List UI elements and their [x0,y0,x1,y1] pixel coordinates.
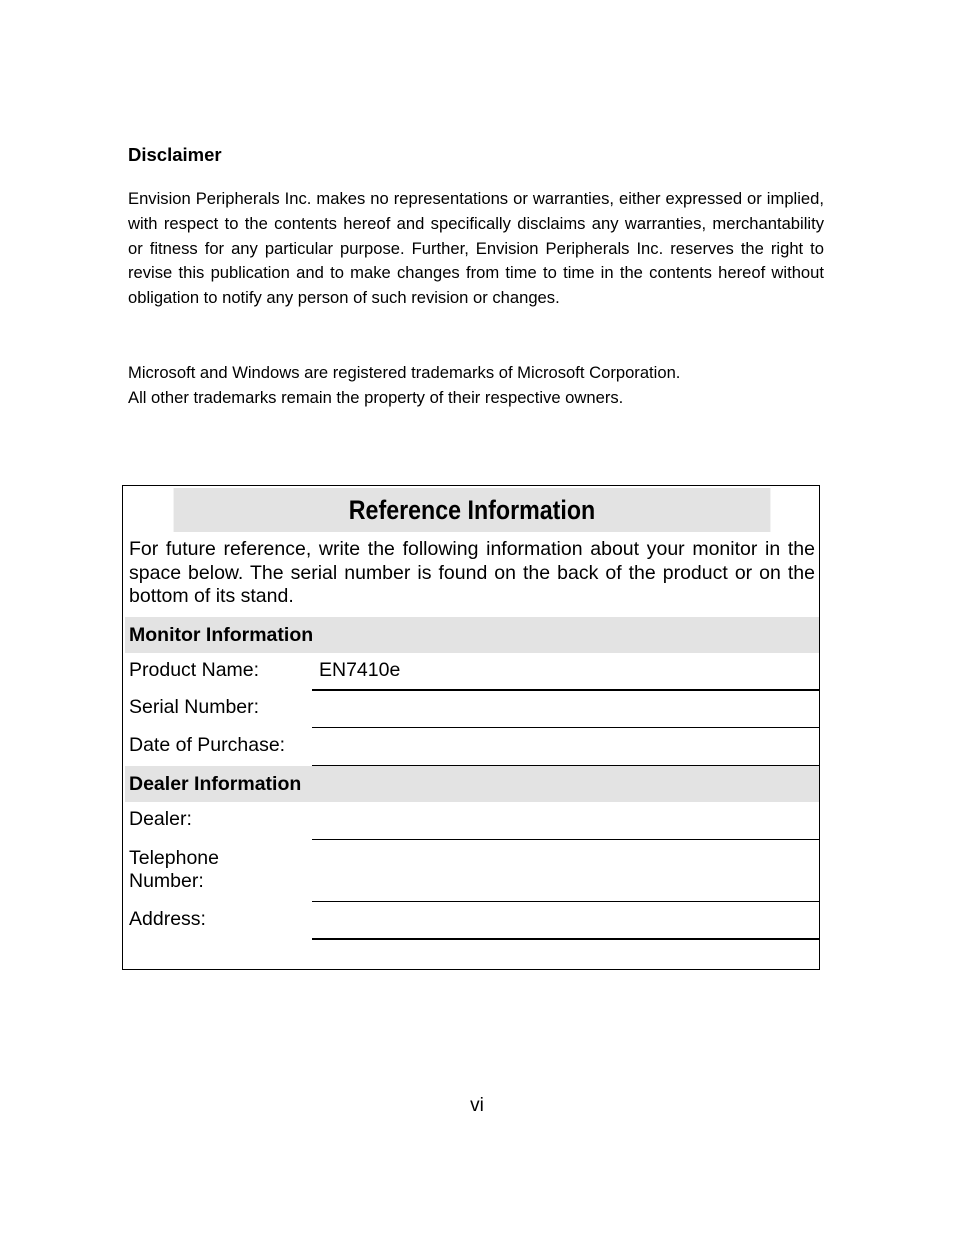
dealer-label: Dealer: [129,808,192,830]
telephone-line [312,901,819,902]
disclaimer-body: Envision Peripherals Inc. makes no representations or warranties, either expressed or implied, with respect to the contents hereof and specifically disclaims any warranties, merchantability or fitness for any particular purpose. Further, Envision Peripherals Inc. reserves the right to revise this publication and to make changes from time to time in the contents hereof without obligation to notify any person of such revision or changes. [128,189,824,308]
dealer-line [312,839,819,840]
page-number: vi [470,1095,484,1116]
address-line [312,938,819,940]
product-name-value: EN7410e [319,659,401,681]
product-name-line [312,689,819,691]
trademark-line-microsoft: Microsoft and Windows are registered trademarks of Microsoft Corporation. [128,363,681,382]
date-of-purchase-label: Date of Purchase: [129,734,286,756]
disclaimer-heading: Disclaimer [128,144,222,165]
reference-intro: For future reference, write the following information about your monitor in the space below. The serial number is found on the back of the product or on the bottom of its stand. [129,538,815,607]
telephone-label-line-1: Telephone [129,847,219,869]
serial-number-line [312,727,819,728]
address-label: Address: [129,908,206,930]
product-name-label: Product Name: [129,659,260,681]
dealer-information-label: Dealer Information [129,773,302,795]
reference-title: Reference Information [174,488,771,532]
telephone-label-line-2: Number: [129,870,204,892]
monitor-information-header [125,617,819,653]
reference-information-box [122,485,820,970]
serial-number-label: Serial Number: [129,696,260,718]
trademark-line-others: All other trademarks remain the property of their respective owners. [128,388,624,407]
dealer-information-header [125,766,819,802]
monitor-information-label: Monitor Information [129,624,314,646]
